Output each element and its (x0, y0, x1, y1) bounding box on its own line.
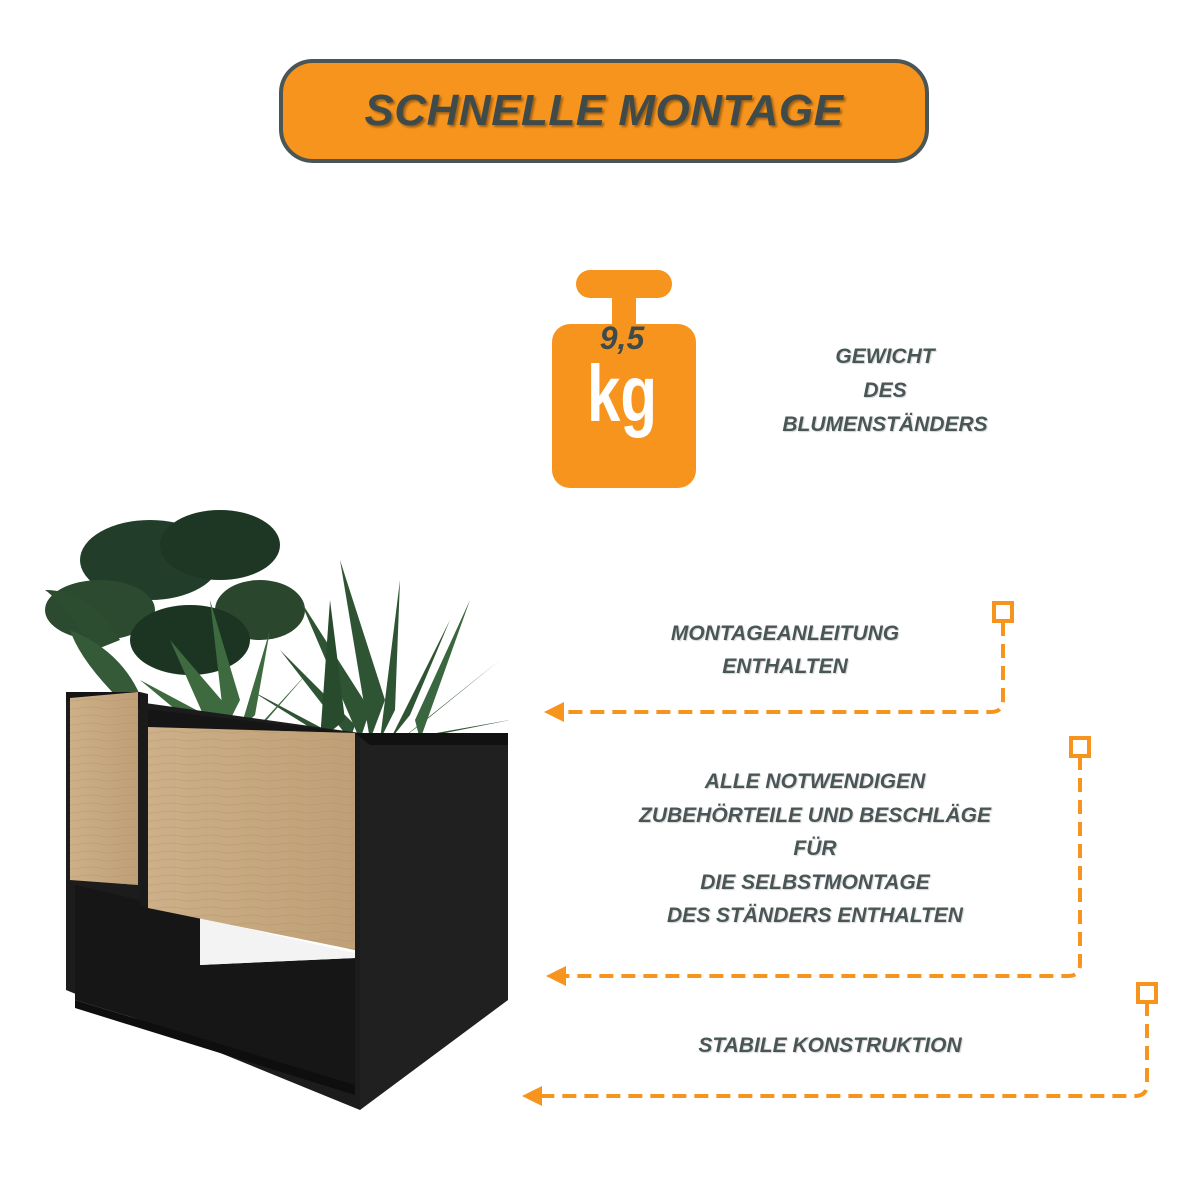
feature-line: STABILE KONSTRUKTION (698, 1034, 962, 1057)
pointer-anchor-3 (1138, 984, 1156, 1002)
plants (45, 510, 305, 700)
feature-line: ZUBEHÖRTEILE UND BESCHLÄGE (639, 803, 991, 827)
weight-unit: kg (586, 349, 658, 438)
feature-line: ALLE NOTWENDIGEN (704, 770, 926, 793)
planter-image (35, 480, 535, 1120)
pointer-line-3 (540, 1002, 1147, 1096)
pointer-line-2 (562, 756, 1080, 976)
feature-line: ENTHALTEN (722, 654, 848, 678)
pointer-anchor-1 (994, 603, 1012, 621)
feature-line: FÜR (793, 837, 837, 861)
feature-line: DIE SELBSTMONTAGE (700, 870, 930, 894)
arrowhead-2 (546, 966, 566, 986)
feature-line: MONTAGEANLEITUNG (670, 622, 900, 645)
arrowhead-1 (544, 702, 564, 722)
pointer-anchor-2 (1071, 738, 1089, 756)
pointer-line-1 (560, 622, 1003, 712)
page-title: SCHNELLE MONTAGE (364, 86, 844, 135)
weight-value: 9,5 (599, 320, 645, 356)
weight-caption-line: GEWICHT (835, 345, 935, 368)
weight-caption-line: DES (863, 379, 907, 403)
feature-line: DES STÄNDERS ENTHALTEN (667, 904, 963, 928)
weight-caption-line: BLUMENSTÄNDERS (782, 413, 988, 437)
grass-plant (250, 560, 510, 740)
